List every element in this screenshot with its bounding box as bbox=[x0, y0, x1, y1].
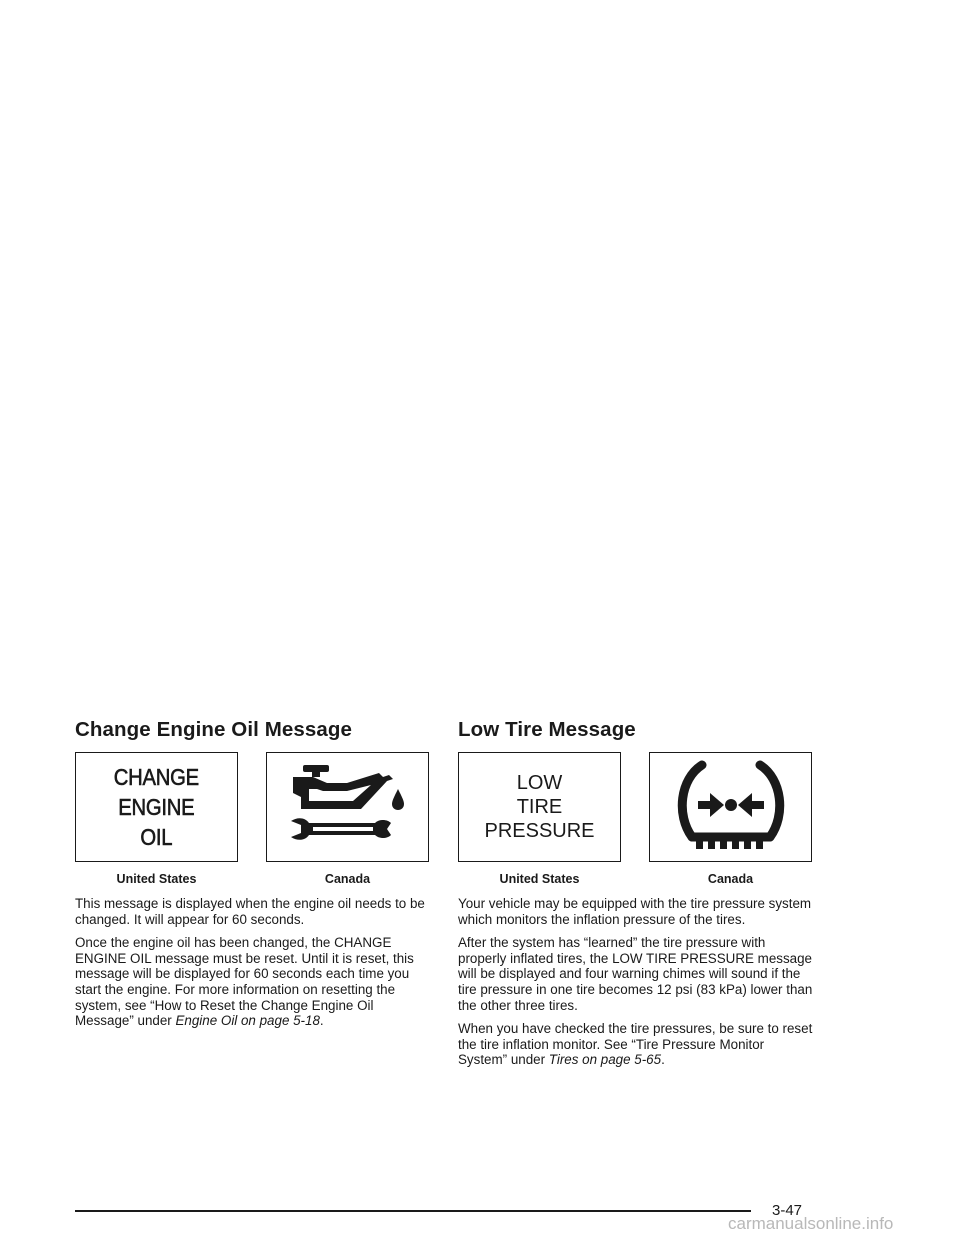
tire-paragraph-1: Your vehicle may be equipped with the tire pressure system which monitors the inflation pressure of the tires. bbox=[458, 896, 812, 927]
tire-paragraph-3-end: . bbox=[661, 1052, 665, 1068]
oil-paragraph-2 bbox=[75, 935, 432, 1029]
caption-canada: Canada bbox=[707, 872, 754, 886]
display-line: ENGINE bbox=[118, 794, 195, 820]
section-title-low-tire: Low Tire Message bbox=[458, 718, 636, 741]
oil-can-wrench-icon bbox=[283, 759, 413, 855]
display-line: CHANGE bbox=[113, 764, 200, 790]
page-number: 3-47 bbox=[772, 1202, 803, 1219]
caption-canada: Canada bbox=[324, 872, 371, 886]
canada-oil-symbol-panel bbox=[266, 752, 429, 862]
display-line: OIL bbox=[140, 824, 173, 850]
engine-oil-page-reference[interactable]: Engine Oil on page 5-18 bbox=[175, 1013, 320, 1029]
tire-paragraph-2: After the system has “learned” the tire pressure with properly inflated tires, the LOW TIRE PRESSURE message will be displayed and four warning chimes will sound if the tire pressure in one tire becomes 12 psi (83 kPa) lower than the other three tires. bbox=[458, 935, 813, 1013]
oil-paragraph-2-text: Once the engine oil has been changed, the CHANGE ENGINE OIL message must be reset. Until it is reset, this message will be displayed for 60 seconds each time you start the engine. For more information on resetting the system, see “How to Reset the Change Engine Oil Message” under bbox=[75, 935, 414, 1029]
change-engine-oil-figures bbox=[75, 752, 432, 896]
tire-paragraph-3-text: When you have checked the tire pressures, be sure to reset the tire inflation monitor. See “Tire Pressure Monitor System” under bbox=[458, 1021, 813, 1068]
tire-pressure-warning-icon bbox=[666, 755, 796, 859]
display-line: LOW bbox=[516, 772, 563, 794]
oil-paragraph-1: This message is displayed when the engine oil needs to be changed. It will appear for 60 seconds. bbox=[75, 896, 425, 927]
tires-page-reference[interactable]: Tires on page 5-65 bbox=[548, 1052, 662, 1068]
display-line: TIRE bbox=[516, 796, 563, 818]
section-title-change-engine-oil: Change Engine Oil Message bbox=[75, 718, 353, 741]
change-engine-oil-section bbox=[75, 716, 432, 1037]
watermark: carmanualsonline.info bbox=[728, 1214, 894, 1233]
canada-tire-symbol-panel bbox=[649, 752, 812, 862]
display-line: PRESSURE bbox=[484, 820, 595, 842]
low-tire-display-panel bbox=[458, 752, 621, 862]
oil-paragraph-2-end: . bbox=[319, 1013, 324, 1029]
footer-rule bbox=[75, 1210, 751, 1212]
low-tire-figures bbox=[458, 752, 815, 896]
change-engine-oil-display-panel bbox=[75, 752, 238, 862]
change-engine-oil-display-text bbox=[114, 762, 199, 852]
tire-paragraph-3 bbox=[458, 1021, 815, 1068]
low-tire-section bbox=[458, 716, 815, 1076]
caption-united-states: United States bbox=[499, 872, 580, 886]
low-tire-display-text bbox=[484, 771, 594, 843]
caption-united-states: United States bbox=[116, 872, 197, 886]
